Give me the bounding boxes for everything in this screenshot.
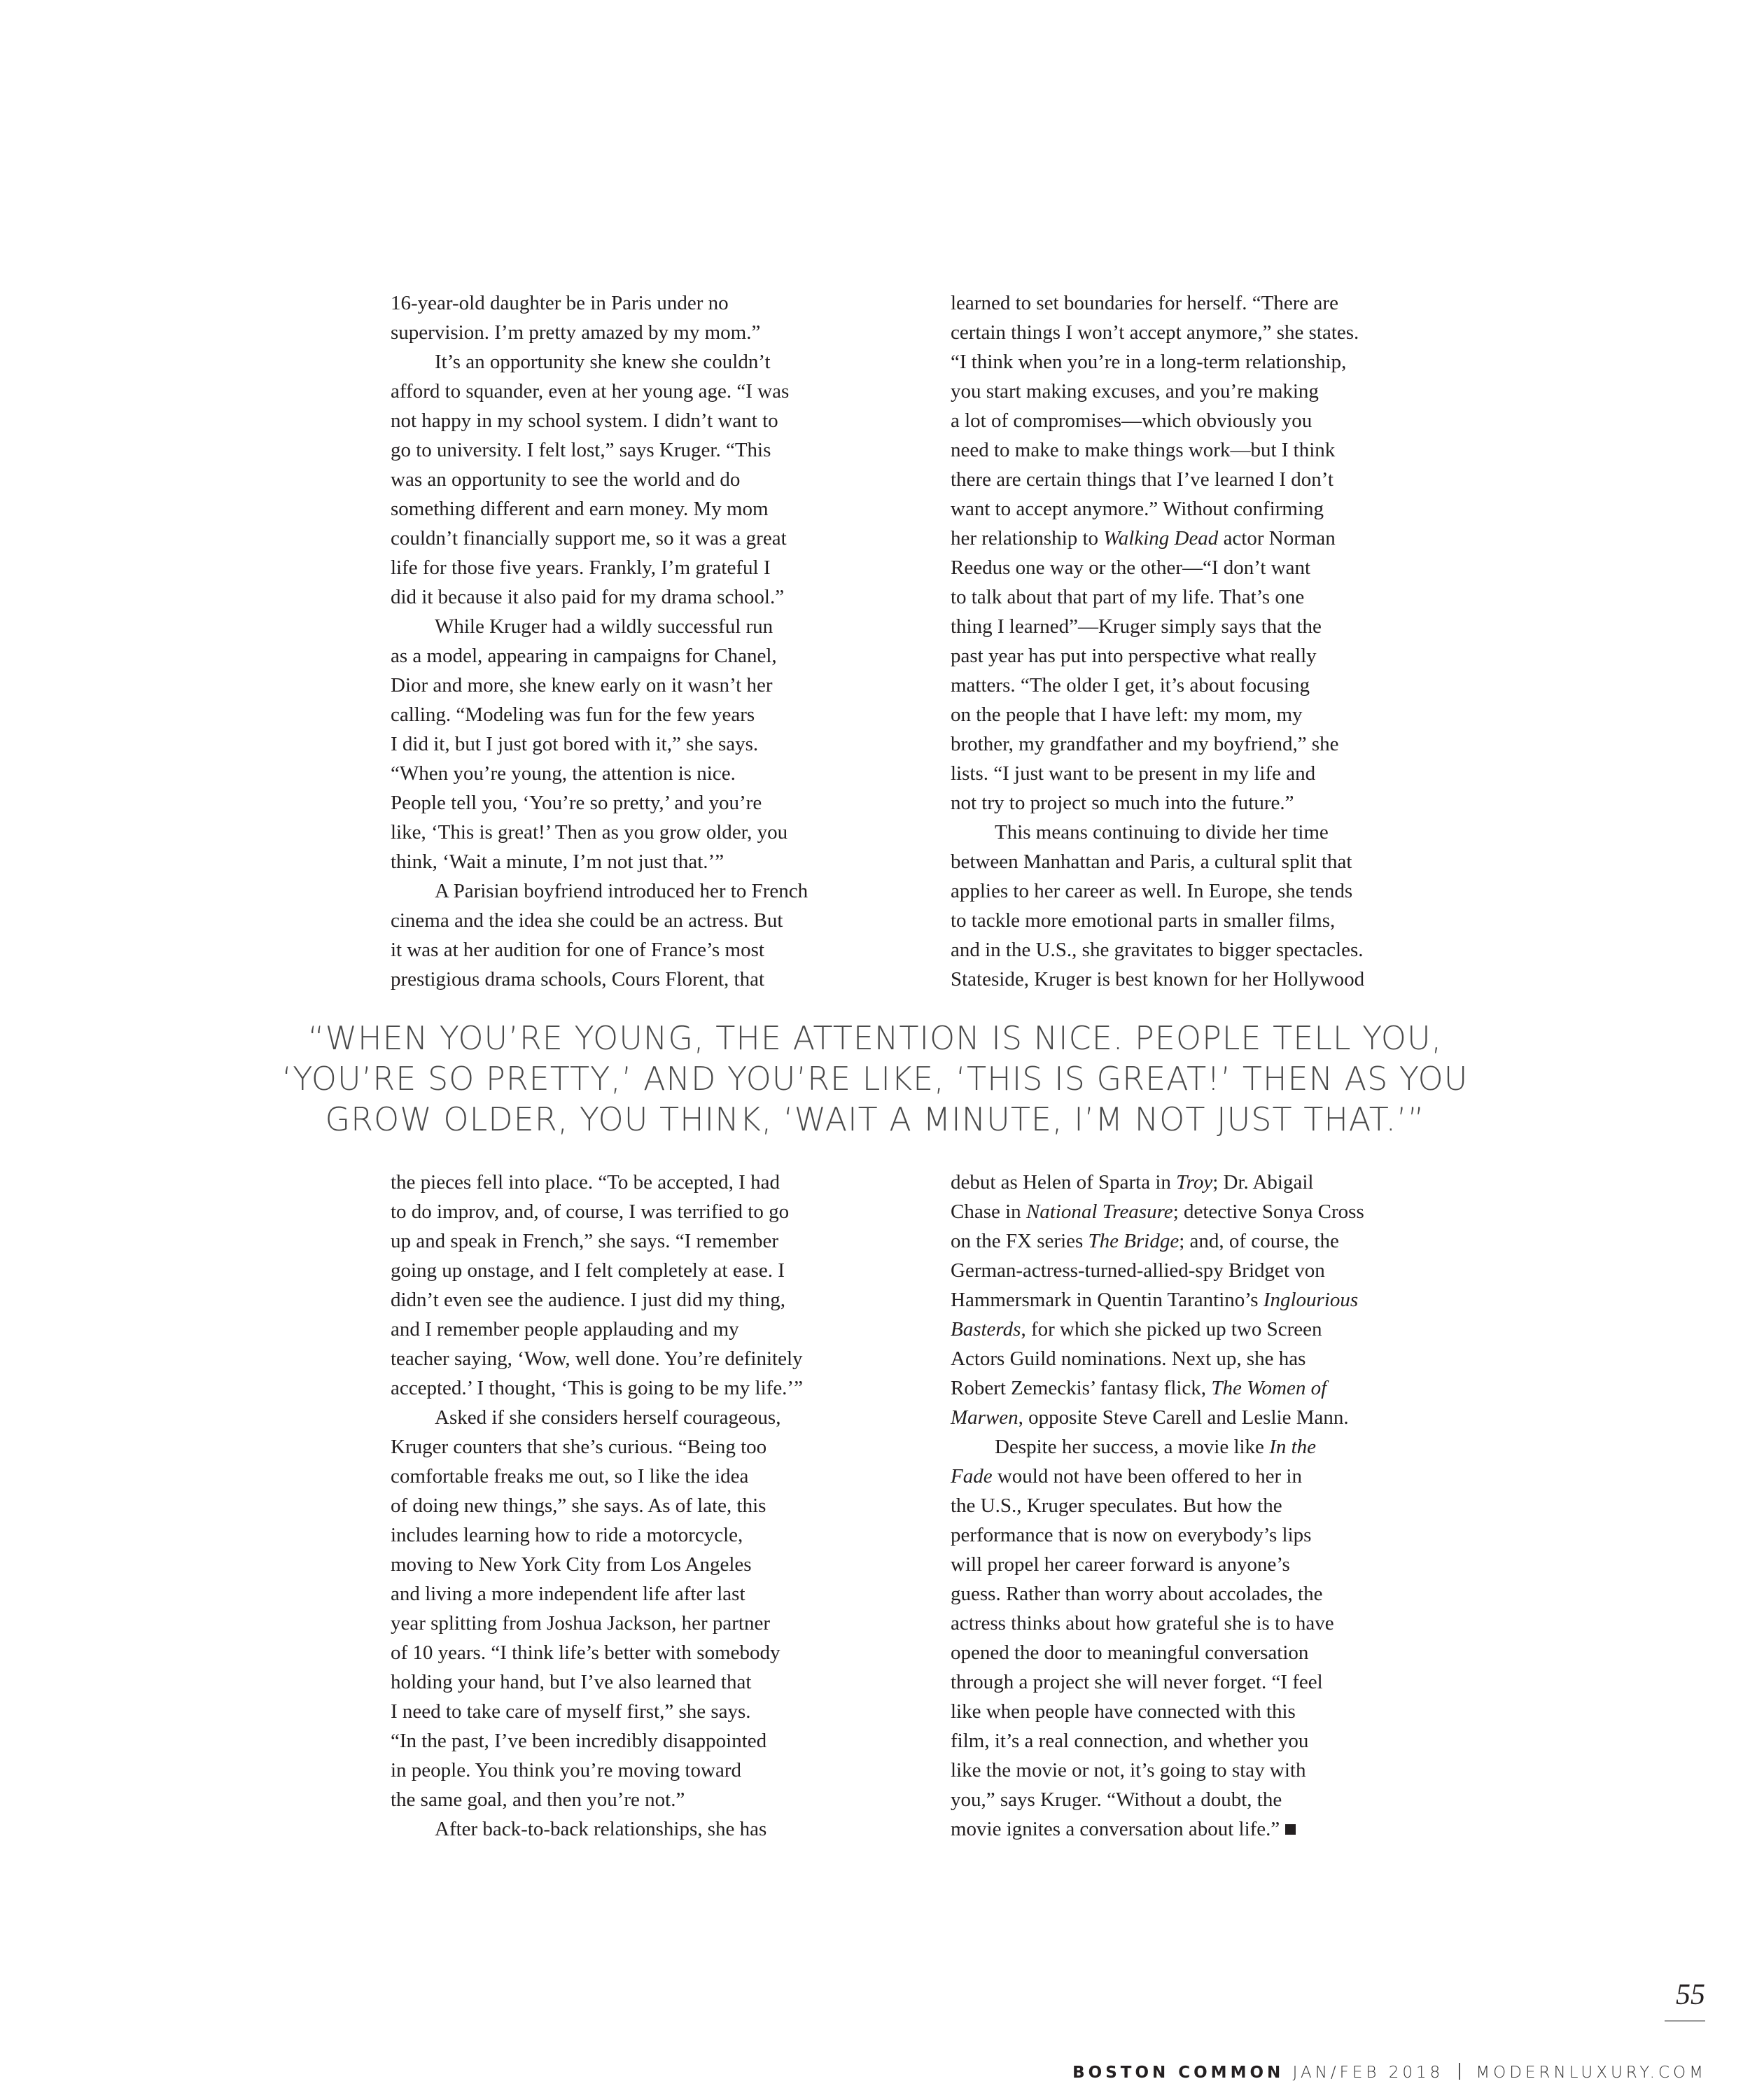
text-line: Marwen, opposite Steve Carell and Leslie Mann. [951, 1406, 1349, 1429]
italic-title: Marwen [951, 1406, 1018, 1429]
text-line: holding your hand, but I’ve also learned that [391, 1671, 752, 1693]
text-line: opened the door to meaningful conversation [951, 1642, 1309, 1664]
text-line: teacher saying, ‘Wow, well done. You’re definitely [391, 1348, 803, 1370]
text-line: think, ‘Wait a minute, I’m not just that.’” [391, 850, 724, 873]
text-line: the pieces fell into place. “To be accepted, I had [391, 1171, 780, 1194]
text-line: Chase in National Treasure; detective Sonya Cross [951, 1200, 1364, 1223]
text-line: movie ignites a conversation about life.” [951, 1814, 1364, 1844]
text-line: not try to project so much into the future.” [951, 792, 1294, 814]
text-line: Kruger counters that she’s curious. “Being too [391, 1436, 767, 1458]
article-column-3 [391, 1168, 803, 1844]
article-column-2 [951, 288, 1364, 994]
text-line: Basterds, for which she picked up two Screen [951, 1318, 1322, 1340]
text-line: calling. “Modeling was fun for the few years [391, 704, 755, 726]
text-line: applies to her career as well. In Europe, she tends [951, 880, 1353, 902]
text-line: not happy in my school system. I didn’t want to [391, 410, 778, 432]
italic-title: Inglourious [1263, 1289, 1359, 1311]
text-line: like the movie or not, it’s going to stay with [951, 1759, 1306, 1782]
text-line: After back-to-back relationships, she has [435, 1818, 767, 1840]
text-line: past year has put into perspective what really [951, 645, 1317, 667]
text-line: comfortable freaks me out, so I like the idea [391, 1465, 749, 1488]
text-line: you start making excuses, and you’re making [951, 380, 1319, 402]
text-line: lists. “I just want to be present in my life and [951, 762, 1316, 785]
text-line: learned to set boundaries for herself. “There are [951, 292, 1338, 314]
text-line: 16-year-old daughter be in Paris under no [391, 292, 729, 314]
text-line: thing I learned”—Kruger simply says that the [951, 615, 1322, 638]
italic-title: The Bridge [1088, 1230, 1180, 1252]
text-line: didn’t even see the audience. I just did my thing, [391, 1289, 786, 1311]
text-line: moving to New York City from Los Angeles [391, 1553, 752, 1576]
text-line: matters. “The older I get, it’s about focusing [951, 674, 1310, 696]
pull-quote-line: ‘YOU’RE SO PRETTY,’ AND YOU’RE LIKE, ‘THIS IS GREAT!’ THEN AS YOU [281, 1060, 1469, 1098]
italic-title: The Women of [1211, 1377, 1327, 1399]
text-line: accepted.’ I thought, ‘This is going to be my life.’” [391, 1377, 803, 1399]
text-line: like when people have connected with this [951, 1700, 1296, 1723]
text-line: Actors Guild nominations. Next up, she has [951, 1348, 1306, 1370]
text-line: afford to squander, even at her young age. “I was [391, 380, 790, 402]
text-line: to tackle more emotional parts in smaller films, [951, 909, 1336, 932]
pull-quote-line: GROW OLDER, YOU THINK, ‘WAIT A MINUTE, I’M NOT JUST THAT.’” [325, 1100, 1425, 1138]
text-line: a lot of compromises—which obviously you [951, 410, 1312, 432]
italic-title: Walking Dead [1103, 527, 1219, 550]
text-line: German-actress-turned-allied-spy Bridget von [951, 1259, 1325, 1282]
text-line: guess. Rather than worry about accolades, the [951, 1583, 1323, 1605]
text-line: in people. You think you’re moving toward [391, 1759, 742, 1782]
text-line: performance that is now on everybody’s lips [951, 1524, 1312, 1546]
text-line: supervision. I’m pretty amazed by my mom.” [391, 321, 761, 344]
text-line: between Manhattan and Paris, a cultural split that [951, 850, 1352, 873]
text-line: was an opportunity to see the world and do [391, 468, 741, 491]
text-line: I did it, but I just got bored with it,” she says. [391, 733, 759, 755]
text-line: need to make to make things work—but I think [951, 439, 1336, 461]
text-line: up and speak in French,” she says. “I remember [391, 1230, 779, 1252]
pull-quote [210, 1018, 1540, 1140]
issue-date: JAN/FEB 2018 [1292, 2064, 1444, 2082]
text-line: you,” says Kruger. “Without a doubt, the [951, 1788, 1282, 1811]
text-line: This means continuing to divide her time [995, 821, 1329, 844]
text-line: to do improv, and, of course, I was terrified to go [391, 1200, 790, 1223]
text-line: on the FX series The Bridge; and, of course, the [951, 1230, 1339, 1252]
text-line: I need to take care of myself first,” she says. [391, 1700, 751, 1723]
text-line: of 10 years. “I think life’s better with somebody [391, 1642, 780, 1664]
text-line: certain things I won’t accept anymore,” she states. [951, 321, 1359, 344]
text-line: go to university. I felt lost,” says Kruger. “This [391, 439, 771, 461]
text-line: her relationship to Walking Dead actor Norman [951, 527, 1336, 550]
text-line: A Parisian boyfriend introduced her to French [435, 880, 808, 902]
text-line: and living a more independent life after last [391, 1583, 746, 1605]
text-line: prestigious drama schools, Cours Florent, that [391, 968, 765, 990]
text-line: of doing new things,” she says. As of late, this [391, 1494, 766, 1517]
text-line: will propel her career forward is anyone’s [951, 1553, 1290, 1576]
italic-title: Troy [1176, 1171, 1213, 1194]
article-column-1 [391, 288, 808, 994]
footer-divider [1459, 2063, 1460, 2080]
text-line: it was at her audition for one of France’s most [391, 939, 764, 961]
pull-quote-line: “WHEN YOU’RE YOUNG, THE ATTENTION IS NICE. PEOPLE TELL YOU, [307, 1019, 1443, 1057]
text-line: Robert Zemeckis’ fantasy flick, The Women of [951, 1377, 1327, 1399]
text-line: the U.S., Kruger speculates. But how the [951, 1494, 1282, 1517]
text-line: cinema and the idea she could be an actress. But [391, 909, 783, 932]
text-line: the same goal, and then you’re not.” [391, 1788, 685, 1811]
text-line: “When you’re young, the attention is nice. [391, 762, 736, 785]
text-line: on the people that I have left: my mom, my [951, 704, 1303, 726]
text-line: did it because it also paid for my drama school.” [391, 586, 785, 608]
text-line: couldn’t financially support me, so it was a great [391, 527, 787, 550]
article-column-4 [951, 1168, 1364, 1844]
page-number-rule [1665, 2020, 1705, 2022]
text-line: Hammersmark in Quentin Tarantino’s Inglourious [951, 1289, 1359, 1311]
text-line: It’s an opportunity she knew she couldn’t [435, 351, 771, 373]
text-line: actress thinks about how grateful she is to have [951, 1612, 1334, 1634]
italic-title: Fade [951, 1465, 993, 1488]
text-line: like, ‘This is great!’ Then as you grow older, you [391, 821, 788, 844]
text-line: includes learning how to ride a motorcycle, [391, 1524, 743, 1546]
italic-title: National Treasure [1026, 1200, 1173, 1223]
text-line: and in the U.S., she gravitates to bigger spectacles. [951, 939, 1364, 961]
website: MODERNLUXURY.COM [1476, 2064, 1707, 2082]
text-line: “I think when you’re in a long-term relationship, [951, 351, 1347, 373]
text-line: film, it’s a real connection, and whether you [951, 1730, 1309, 1752]
text-line: People tell you, ‘You’re so pretty,’ and you’re [391, 792, 762, 814]
text-line: as a model, appearing in campaigns for Chanel, [391, 645, 777, 667]
italic-title: Basterds [951, 1318, 1021, 1340]
text-line: While Kruger had a wildly successful run [435, 615, 774, 638]
text-line: through a project she will never forget. “I feel [951, 1671, 1323, 1693]
text-line: and I remember people applauding and my [391, 1318, 739, 1340]
text-line: “In the past, I’ve been incredibly disappointed [391, 1730, 767, 1752]
text-line: Despite her success, a movie like In the [995, 1436, 1317, 1458]
text-line: debut as Helen of Sparta in Troy; Dr. Abigail [951, 1171, 1314, 1194]
text-line: year splitting from Joshua Jackson, her partner [391, 1612, 770, 1634]
text-line: brother, my grandfather and my boyfriend,” she [951, 733, 1339, 755]
text-line: Stateside, Kruger is best known for her Hollywood [951, 968, 1365, 990]
text-line: Dior and more, she knew early on it wasn’t her [391, 674, 773, 696]
page-footer [1072, 2063, 1707, 2082]
end-mark-icon [1285, 1824, 1296, 1835]
text-line: there are certain things that I’ve learned I don’t [951, 468, 1334, 491]
text-line: life for those five years. Frankly, I’m grateful I [391, 556, 771, 579]
publication-name: BOSTON COMMON [1072, 2064, 1284, 2082]
text-line: Asked if she considers herself courageous, [435, 1406, 781, 1429]
italic-title: In the [1269, 1436, 1317, 1458]
text-line: Fade would not have been offered to her in [951, 1465, 1302, 1488]
text-line: to talk about that part of my life. That’s one [951, 586, 1305, 608]
text-line: going up onstage, and I felt completely at ease. I [391, 1259, 785, 1282]
text-line: something different and earn money. My mom [391, 498, 769, 520]
page-number: 55 [1676, 1979, 1705, 2011]
text-line: want to accept anymore.” Without confirming [951, 498, 1324, 520]
text-line: Reedus one way or the other—“I don’t want [951, 556, 1311, 579]
